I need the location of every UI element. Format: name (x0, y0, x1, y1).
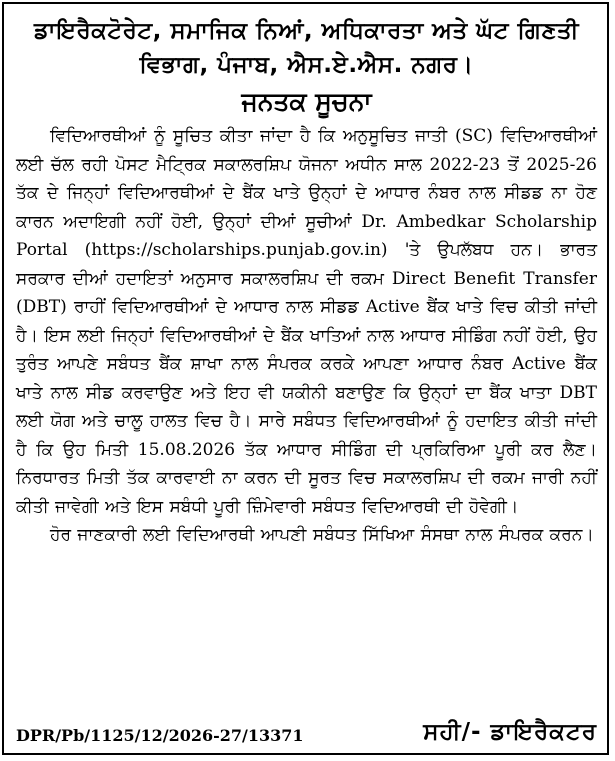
contact-instruction-paragraph: ਹੋਰ ਜਾਣਕਾਰੀ ਲਈ ਵਿਦਿਆਰਥੀ ਆਪਣੀ ਸਬੰਧਤ ਸਿੱਖਿਆ ਸੰਸਥਾ ਨਾਲ ਸੰਪਰਕ ਕਰਨ। (50, 525, 594, 545)
notice-title: ਜਨਤਕ ਸੂਚਨਾ (241, 87, 372, 116)
notice-footer (16, 719, 597, 745)
director-signature: ਸਹੀ/- ਡਾਇਰੈਕਟਰ (423, 719, 597, 745)
notice-body-paragraph: ਵਿਦਿਆਰਥੀਆਂ ਨੂੰ ਸੂਚਿਤ ਕੀਤਾ ਜਾਂਦਾ ਹੈ ਕਿ ਅਨੁਸੂਚਿਤ ਜਾਤੀ (SC) ਵਿਦਿਆਰਥੀਆਂ ਲਈ ਚੱਲ ਰਹੀ ਪੋਸਟ ਮੈਟ੍ਰਿਕ ਸਕਾਲਰਸ਼ਿਪ ਯੋਜਨਾ ਅਧੀਨ ਸਾਲ 2022-23 ਤੋਂ 2025-26 ਤੱਕ ਦੇ ਜਿਨ੍ਹਾਂ ਵਿਦਿਆਰਥੀਆਂ ਦੇ ਬੈਂਕ ਖਾਤੇ ਉਨ੍ਹਾਂ ਦੇ ਆਧਾਰ ਨੰਬਰ ਨਾਲ ਸੀਡਡ ਨਾ ਹੋਣ ਕਾਰਨ ਅਦਾਇਗੀ ਨਹੀਂ ਹੋਈ, ਉਨ੍ਹਾਂ ਦੀਆਂ ਸੂਚੀਆਂ Dr. Ambedkar Scholarship Portal (https://scholarships.punjab.gov.in) 'ਤੇ ਉਪਲੱਬਧ ਹਨ। ਭਾਰਤ ਸਰਕਾਰ ਦੀਆਂ ਹਦਾਇਤਾਂ ਅਨੁਸਾਰ ਸਕਾਲਰਸ਼ਿਪ ਦੀ ਰਕਮ Direct Benefit Transfer (DBT) ਰਾਹੀਂ ਵਿਦਿਆਰਥੀਆਂ ਦੇ ਆਧਾਰ ਨਾਲ ਸੀਡਡ Active ਬੈਂਕ ਖਾਤੇ ਵਿਚ ਕੀਤੀ ਜਾਂਦੀ ਹੈ। ਇਸ ਲਈ ਜਿਨ੍ਹਾਂ ਵਿਦਿਆਰਥੀਆਂ ਦੇ ਬੈਂਕ ਖਾਤਿਆਂ ਨਾਲ ਆਧਾਰ ਸੀਡਿੰਗ ਨਹੀਂ ਹੋਈ, ਉਹ ਤੁਰੰਤ ਆਪਣੇ ਸਬੰਧਤ ਬੈਂਕ ਸ਼ਾਖਾ ਨਾਲ ਸੰਪਰਕ ਕਰਕੇ ਆਪਣਾ ਆਧਾਰ ਨੰਬਰ Active ਬੈਂਕ ਖਾਤੇ ਨਾਲ ਸੀਡ ਕਰਵਾਉਣ ਅਤੇ ਇਹ ਵੀ ਯਕੀਨੀ ਬਣਾਉਣ ਕਿ ਉਨ੍ਹਾਂ ਦਾ ਬੈਂਕ ਖਾਤਾ DBT ਲਈ ਯੋਗ ਅਤੇ ਚਾਲੂ ਹਾਲਤ ਵਿਚ ਹੈ। ਸਾਰੇ ਸਬੰਧਤ ਵਿਦਿਆਰਥੀਆਂ ਨੂੰ ਹਦਾਇਤ ਕੀਤੀ ਜਾਂਦੀ ਹੈ ਕਿ ਉਹ ਮਿਤੀ 15.08.2026 ਤੱਕ ਆਧਾਰ ਸੀਡਿੰਗ ਦੀ ਪ੍ਰਕਿਰਿਆ ਪੂਰੀ ਕਰ ਲੈਣ। ਨਿਰਧਾਰਤ ਮਿਤੀ ਤੱਕ ਕਾਰਵਾਈ ਨਾ ਕਰਨ ਦੀ ਸੂਰਤ ਵਿਚ ਸਕਾਲਰਸ਼ਿਪ ਦੀ ਰਕਮ ਜਾਰੀ ਨਹੀਂ ਕੀਤੀ ਜਾਵੇਗੀ ਅਤੇ ਇਸ ਸਬੰਧੀ ਪੂਰੀ ਜ਼ਿੰਮੇਵਾਰੀ ਸਬੰਧਤ ਵਿਦਿਆਰਥੀ ਦੀ ਹੋਵੇਗੀ। (16, 126, 597, 517)
public-notice (2, 2, 609, 755)
issuing-department: ਡਾਇਰੈਕਟੋਰੇਟ, ਸਮਾਜਿਕ ਨਿਆਂ, ਅਧਿਕਾਰਤਾ ਅਤੇ ਘੱਟ ਗਿਣਤੀ ਵਿਭਾਗ, ਪੰਜਾਬ, ਐਸ.ਏ.ਐਸ. ਨਗਰ। (33, 18, 580, 78)
reference-number: DPR/Pb/1125/12/2026-27/13371 (16, 726, 304, 745)
